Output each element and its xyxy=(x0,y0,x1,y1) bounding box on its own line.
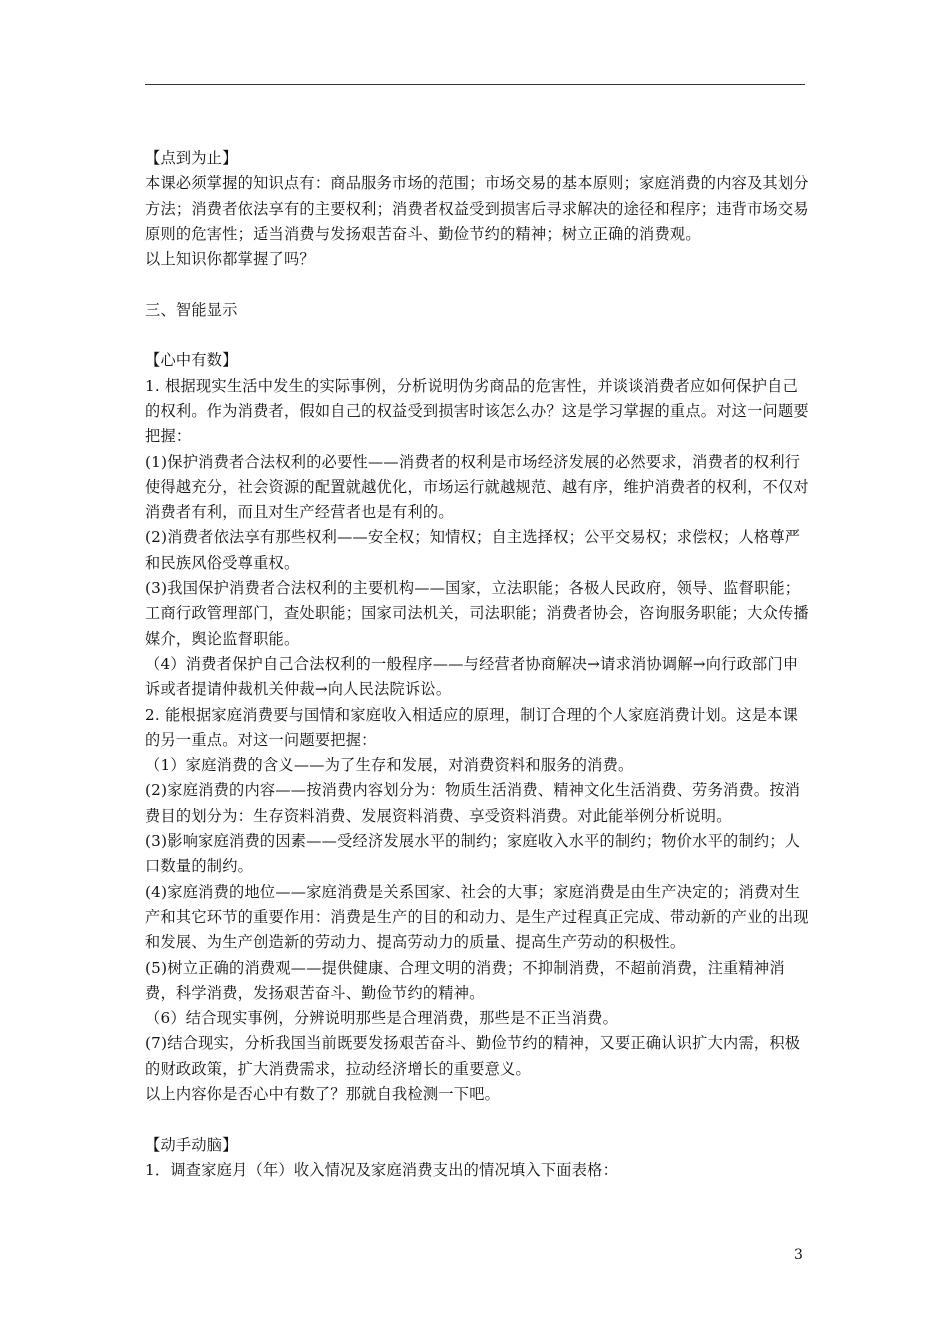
paragraph-point-2-4: (4)家庭消费的地位——家庭消费是关系国家、社会的大事；家庭消费是由生产决定的；消费对生产和其它环节的重要作用：消费是生产的目的和动力、是生产过程真正完成、带动新的产业的出现和发展、为生产创造新的劳动力、提高劳动力的质量、提高生产劳动的积极性。 xyxy=(145,882,809,952)
section-heading-dongshoudongnao: 【动手动脑】 xyxy=(145,1135,238,1154)
section-heading-diandaoweizhi: 【点到为止】 xyxy=(145,149,238,167)
section-heading-xinzhongyoushu: 【心中有数】 xyxy=(145,351,238,370)
paragraph-point-2-5: (5)树立正确的消费观——提供健康、合理文明的消费；不抑制消费，不超前消费，注重精神消费，科学消费，发扬艰苦奋斗、勤俭节约的精神。 xyxy=(145,958,785,1002)
header-rule xyxy=(145,84,805,85)
paragraph-point-2-6: （6）结合现实事例，分辨说明那些是合理消费，那些是不正当消费。 xyxy=(145,1009,619,1028)
document-body xyxy=(145,146,810,1183)
paragraph-point-1: 1. 根据现实生活中发生的实际事例，分析说明伪劣商品的危害性，并谈谈消费者应如何保护自己的权利。作为消费者，假如自己的权益受到损害时该怎么办？这是学习掌握的重点。对这一问题要把握： xyxy=(145,376,809,446)
section-heading-zhineng: 三、智能显示 xyxy=(145,300,238,319)
paragraph-point-2-1: （1）家庭消费的含义——为了生存和发展，对消费资料和服务的消费。 xyxy=(145,756,634,775)
paragraph-point-1-4: （4）消费者保护自己合法权利的一般程序——与经营者协商解决→请求消协调解→向行政部门申诉或者提请仲裁机关仲裁→向人民法院诉讼。 xyxy=(145,654,799,699)
spacer xyxy=(145,272,810,297)
page-number: 3 xyxy=(794,1247,803,1263)
spacer xyxy=(145,323,810,348)
paragraph-point-1-3: (3)我国保护消费者合法权利的主要机构——国家，立法职能；各极人民政府，领导、监督职能；工商行政管理部门，查处职能；国家司法机关，司法职能；消费者协会，咨询服务职能；大众传播媒介，舆论监督职能。 xyxy=(145,579,809,648)
paragraph-point-2-7: (7)结合现实，分析我国当前既要发扬艰苦奋斗、勤俭节约的精神，又要正确认识扩大内需，积极的财政政策，扩大消费需求，拉动经济增长的重要意义。 xyxy=(145,1034,801,1078)
paragraph-point-1-2: (2)消费者依法享有那些权利——安全权；知情权；自主选择权；公平交易权；求偿权；人格尊严和民族风俗受尊重权。 xyxy=(145,528,801,572)
spacer xyxy=(145,1107,810,1132)
paragraph-point-2-3: (3)影响家庭消费的因素——受经济发展水平的制约；家庭收入水平的制约；物价水平的制约；人口数量的制约。 xyxy=(145,832,801,876)
paragraph-point-2: 2. 能根据家庭消费要与国情和家庭收入相适应的原理，制订合理的个人家庭消费计划。这是本课的另一重点。对这一问题要把握： xyxy=(145,705,799,749)
paragraph-point-1-1: (1)保护消费者合法权利的必要性——消费者的权利是市场经济发展的必然要求，消费者的权利行使得越充分，社会资源的配置就越优化，市场运行就越规范、越有序，维护消费者的权利，不仅对消费者有利，而且对生产经营者也是有利的。 xyxy=(145,452,809,522)
paragraph-survey-task: 1．调查家庭月（年）收入情况及家庭消费支出的情况填入下面表格： xyxy=(145,1160,619,1179)
paragraph-point-2-2: (2)家庭消费的内容——按消费内容划分为：物质生活消费、精神文化生活消费、劳务消费。按消费目的划分为：生存资料消费、发展资料消费、享受资料消费。对此能举例分析说明。 xyxy=(145,781,801,825)
paragraph-mastery-question: 以上知识你都掌握了吗？ xyxy=(145,250,315,269)
paragraph-knowledge-points: 本课必须掌握的知识点有：商品服务市场的范围；市场交易的基本原则；家庭消费的内容及其划分方法；消费者依法享有的主要权利；消费者权益受到损害后寻求解决的途径和程序；违背市场交易原则的危害性；适当消费与发扬艰苦奋斗、勤俭节约的精神；树立正确的消费观。 xyxy=(145,174,809,243)
paragraph-self-check: 以上内容你是否心中有数了？那就自我检测一下吧。 xyxy=(145,1084,501,1103)
